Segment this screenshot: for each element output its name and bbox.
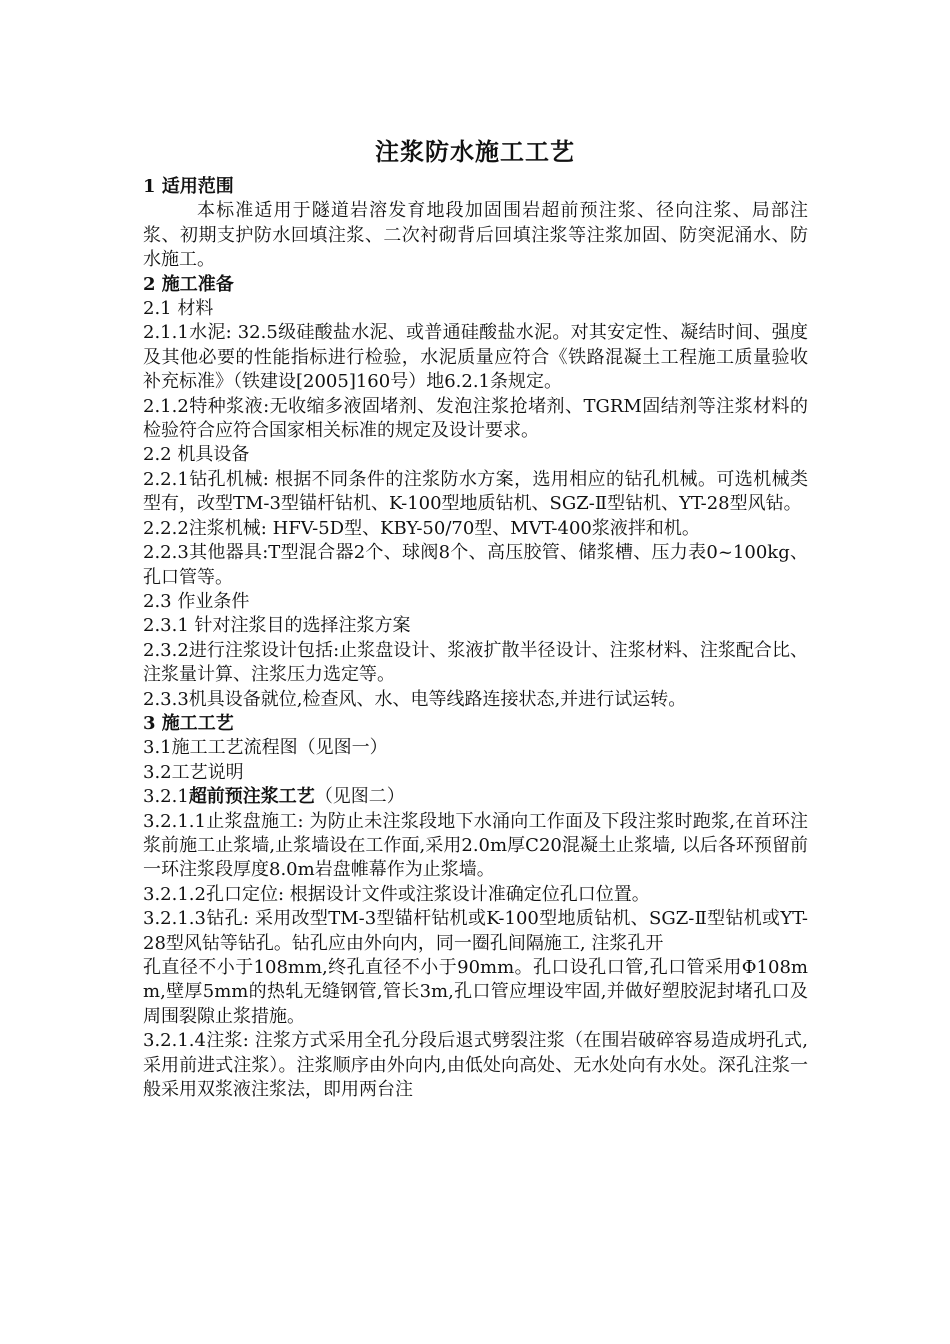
paragraph: 3.1施工工艺流程图（见图一） [143, 737, 388, 759]
paragraph: 2.2.2注浆机械: HFV-5D型、KBY-50/70型、MVT-400浆液拌和机。 [143, 517, 700, 539]
paragraph: 2.3.1 针对注浆目的选择注浆方案 [143, 615, 411, 637]
paragraph: 2.3.3机具设备就位,检查风、水、电等线路连接状态,并进行试运转。 [143, 688, 687, 710]
paragraph: 3.2.1.3钻孔: 采用改型TM-3型锚杆钻机或K-100型地质钻机、SGZ-Ⅱ型钻机或YT-28型风钻等钻孔。钻孔应由外向内，同一圈孔间隔施工, 注浆孔开 [143, 908, 808, 954]
paragraph: 2.3.2进行注浆设计包括:止浆盘设计、浆液扩散半径设计、注浆材料、注浆配合比、注浆量计算、注浆压力选定等。 [143, 639, 808, 686]
paragraph: 本标准适用于隧道岩溶发育地段加固围岩超前预注浆、径向注浆、局部注浆、初期支护防水回填注浆、二次衬砌背后回填注浆等注浆加固、防突泥涌水、防水施工。 [143, 200, 808, 271]
section-heading: 3 施工工艺 [143, 712, 234, 734]
subsection-heading: 2.3 作业条件 [143, 590, 250, 612]
subsection-bold-title: 超前预注浆工艺 [188, 786, 315, 808]
subsection-heading: 2.1 材料 [143, 298, 214, 320]
document-body [143, 175, 808, 1102]
paragraph: 2.2.1钻孔机械: 根据不同条件的注浆防水方案，选用相应的钻孔机械。可选机械类型有，改型TM-3型锚杆钻机、K-100型地质钻机、SGZ-Ⅱ型钻机、YT-28型风钻。 [143, 468, 808, 515]
paragraph: 3.2.1.4注浆: 注浆方式采用全孔分段后退式劈裂注浆（在围岩破碎容易造成坍孔式,采用前进式注浆）。注浆顺序由外向内,由低处向高处、无水处向有水处。深孔注浆一般采用双浆液注浆法，即用两台注 [143, 1030, 808, 1101]
paragraph: 3.2工艺说明 [143, 761, 244, 783]
paragraph: 孔直径不小于108mm,终孔直径不小于90mm。孔口设孔口管,孔口管采用Φ108mm,壁厚5mm的热轧无缝钢管,管长3m,孔口管应埋设牢固,并做好塑胶泥封堵孔口及周围裂隙止浆措施。 [143, 957, 808, 1027]
page-title: 注浆防水施工工艺 [375, 137, 575, 166]
paragraph: 3.2.1.2孔口定位: 根据设计文件或注浆设计准确定位孔口位置。 [143, 883, 650, 905]
subsection-tail: （见图二） [314, 786, 405, 808]
subsection-heading-mixed [143, 785, 808, 809]
paragraph: 2.2.3其他器具:T型混合器2个、球阀8个、高压胶管、储浆槽、压力表0~100kg、孔口管等。 [143, 542, 808, 588]
paragraph: 2.1.2特种浆液:无收缩多液固堵剂、发泡注浆抢堵剂、TGRM固结剂等注浆材料的检验符合应符合国家相关标准的规定及设计要求。 [143, 395, 808, 442]
paragraph: 3.2.1.1止浆盘施工: 为防止未注浆段地下水涌向工作面及下段注浆时跑浆,在首环注浆前施工止浆墙,止浆墙设在工作面,采用2.0m厚C20混凝土止浆墙, 以后各环预留前一环注浆段厚度8.0m岩盘帷幕作为止浆墙。 [143, 810, 808, 881]
section-heading: 1 适用范围 [143, 176, 234, 197]
section-heading: 2 施工准备 [143, 273, 234, 295]
subsection-number: 3.2.1 [143, 786, 189, 808]
subsection-heading: 2.2 机具设备 [143, 444, 250, 466]
paragraph: 2.1.1水泥: 32.5级硅酸盐水泥、或普通硅酸盐水泥。对其安定性、凝结时间、强度及其他必要的性能指标进行检验，水泥质量应符合《铁路混凝土工程施工质量验收补充标准》（铁建设[2005]160号）地6.2.1条规定。 [143, 322, 808, 393]
